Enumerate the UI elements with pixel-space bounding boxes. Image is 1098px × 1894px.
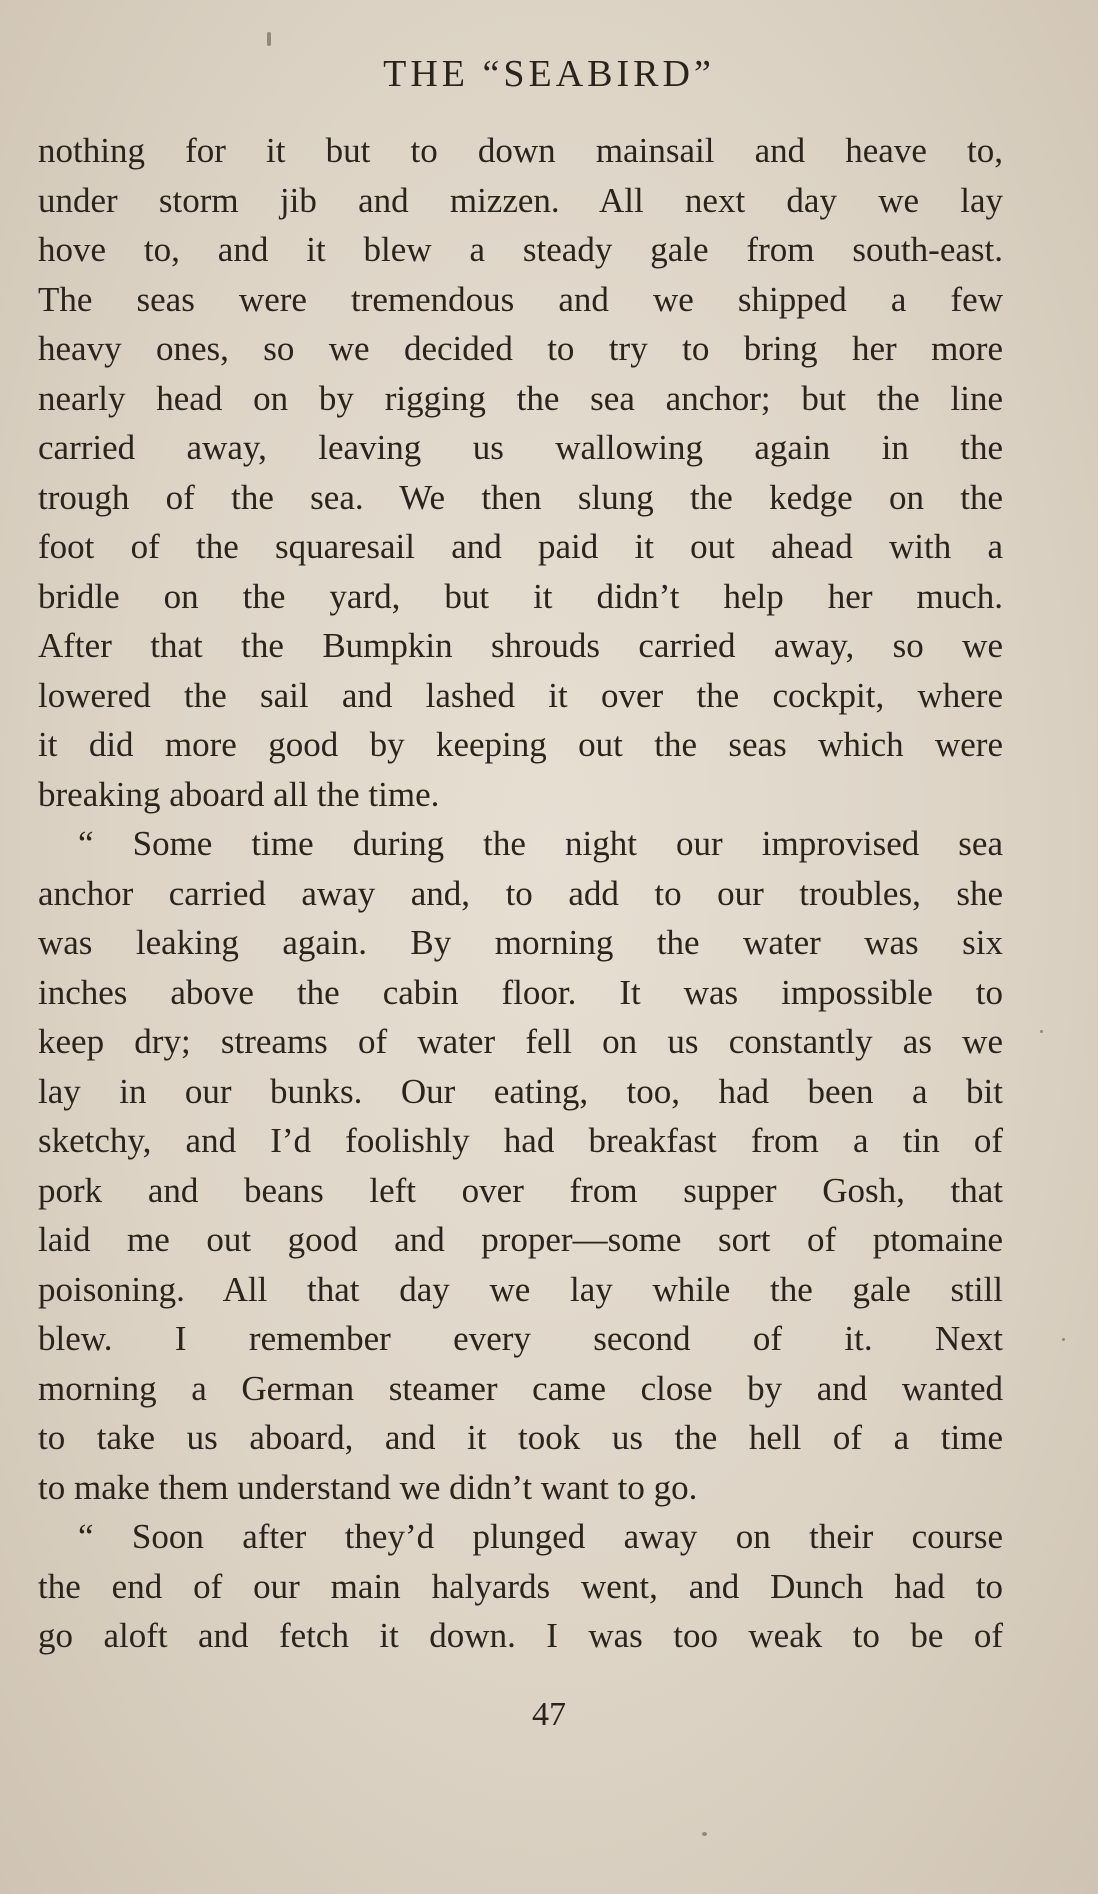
text-line: poisoning. All that day we lay while the gale still xyxy=(38,1269,1003,1309)
text-line: breaking aboard all the time. xyxy=(38,774,440,814)
text-line: the end of our main halyards went, and Dunch had to xyxy=(38,1566,1003,1606)
paper-speck xyxy=(702,1832,707,1836)
text-line: go aloft and fetch it down. I was too weak to be of xyxy=(38,1616,1003,1655)
text-line: under storm jib and mizzen. All next day we lay xyxy=(38,180,1003,220)
text-line: “ Soon after they’d plunged away on their course xyxy=(78,1517,1003,1556)
text-line: trough of the sea. We then slung the kedge on the xyxy=(38,477,1003,517)
text-line: “ Some time during the night our improvised sea xyxy=(78,824,1003,863)
text-line: heavy ones, so we decided to try to bring her more xyxy=(38,329,1003,368)
paragraph-2 xyxy=(38,819,1003,1512)
text-line: carried away, leaving us wallowing again in the xyxy=(38,428,1003,467)
text-line: keep dry; streams of water fell on us constantly as we xyxy=(38,1022,1003,1061)
text-line: laid me out good and proper—some sort of ptomaine xyxy=(38,1220,1003,1259)
paper-speck xyxy=(1040,1030,1043,1033)
text-line: was leaking again. By morning the water was six xyxy=(38,923,1003,962)
text-line: foot of the squaresail and paid it out ahead with a xyxy=(38,527,1003,566)
text-line: pork and beans left over from supper Gosh, that xyxy=(38,1170,1003,1210)
text-line: blew. I remember every second of it. Next xyxy=(38,1319,1003,1358)
paragraph-1 xyxy=(38,126,1003,819)
text-line: to take us aboard, and it took us the hell of a time xyxy=(38,1418,1003,1457)
paper-speck xyxy=(1062,1338,1065,1341)
paragraph-3 xyxy=(38,1512,1003,1661)
text-line: nearly head on by rigging the sea anchor; but the line xyxy=(38,378,1003,418)
text-line: sketchy, and I’d foolishly had breakfast from a tin of xyxy=(38,1121,1003,1160)
text-line: lay in our bunks. Our eating, too, had been a bit xyxy=(38,1071,1003,1111)
running-head: THE “SEABIRD” xyxy=(383,53,715,95)
body-text xyxy=(38,126,1003,1661)
text-line: The seas were tremendous and we shipped a few xyxy=(38,279,1003,319)
text-line: After that the Bumpkin shrouds carried away, so we xyxy=(38,626,1003,665)
page-number: 47 xyxy=(532,1696,566,1733)
text-line: hove to, and it blew a steady gale from south-east. xyxy=(38,230,1003,269)
text-line: bridle on the yard, but it didn’t help her much. xyxy=(38,576,1003,616)
text-line: inches above the cabin floor. It was impossible to xyxy=(38,972,1003,1012)
text-line: to make them understand we didn’t want to go. xyxy=(38,1467,698,1507)
text-line: anchor carried away and, to add to our troubles, she xyxy=(38,873,1003,913)
text-line: lowered the sail and lashed it over the cockpit, where xyxy=(38,675,1003,715)
paper-speck xyxy=(267,32,271,46)
text-line: morning a German steamer came close by and wanted xyxy=(38,1368,1003,1408)
text-line: nothing for it but to down mainsail and heave to, xyxy=(38,131,1003,170)
text-line: it did more good by keeping out the seas which were xyxy=(38,725,1003,764)
